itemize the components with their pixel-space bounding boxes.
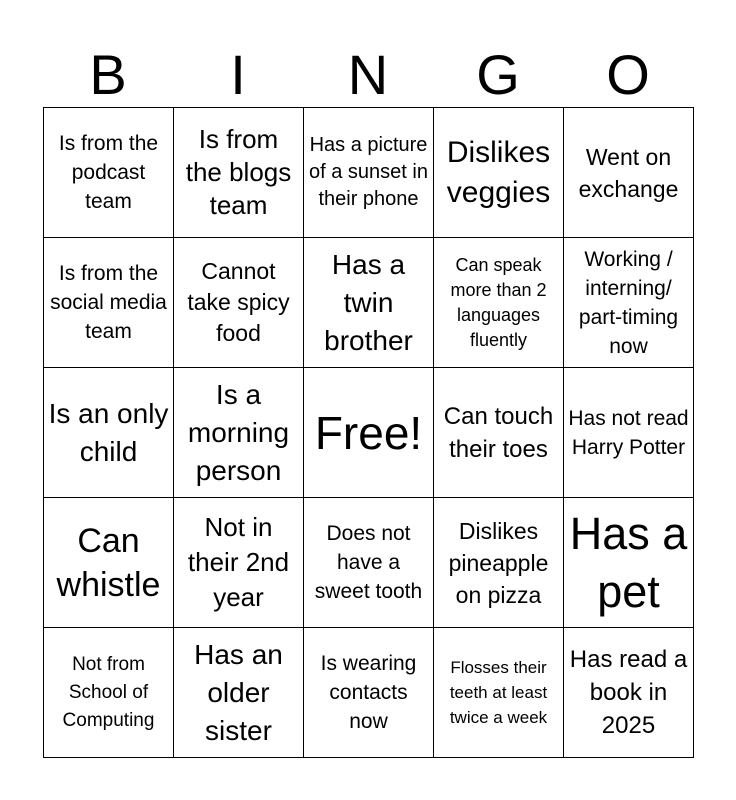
bingo-cell[interactable] — [434, 628, 564, 758]
cell-text: Free! — [314, 406, 423, 459]
cell-text: Dislikes pineapple on pizza — [448, 517, 549, 608]
cell-text: Went on exchange — [578, 143, 679, 202]
cell-text: Is from the blogs team — [185, 124, 292, 220]
cell-text: Has an older sister — [194, 638, 283, 746]
bingo-cell[interactable] — [304, 628, 434, 758]
bingo-cell[interactable] — [434, 108, 564, 238]
bingo-cell[interactable] — [564, 368, 694, 498]
cell-text: Is wearing contacts now — [320, 652, 417, 733]
bingo-cell[interactable] — [44, 238, 174, 368]
bingo-cell[interactable] — [174, 498, 304, 628]
cell-text: Can speak more than 2 languages fluently — [450, 254, 547, 350]
cell-text: Is an only child — [48, 397, 169, 467]
cell-text: Dislikes veggies — [446, 135, 551, 209]
bingo-cell[interactable] — [564, 238, 694, 368]
bingo-grid — [43, 107, 694, 758]
header-letter-g: G — [476, 43, 520, 106]
header-letter-n: N — [347, 43, 389, 106]
cell-text: Has read a book in 2025 — [569, 646, 688, 739]
bingo-cell[interactable] — [44, 628, 174, 758]
bingo-cell[interactable] — [44, 498, 174, 628]
cell-text: Not in their 2nd year — [187, 512, 290, 612]
bingo-cell[interactable] — [304, 108, 434, 238]
cell-text: Flosses their teeth at least twice a week — [449, 658, 548, 727]
bingo-cell[interactable] — [564, 498, 694, 628]
cell-text: Does not have a sweet tooth — [314, 522, 423, 603]
cell-text: Is a morning person — [187, 378, 290, 486]
bingo-cell[interactable] — [434, 238, 564, 368]
cell-text: Working / interning/ part-timing now — [578, 247, 679, 358]
bingo-cell[interactable] — [304, 238, 434, 368]
cell-text: Can touch their toes — [443, 402, 554, 463]
cell-text: Has a twin brother — [324, 248, 413, 356]
bingo-cell[interactable] — [174, 628, 304, 758]
bingo-cell[interactable] — [564, 628, 694, 758]
cell-text: Has a picture of a sunset in their phone — [309, 134, 428, 210]
bingo-cell[interactable] — [44, 368, 174, 498]
cell-text: Cannot take spicy food — [187, 258, 290, 346]
header-letter-i: I — [230, 43, 246, 106]
bingo-header — [43, 42, 693, 108]
cell-text: Has a pet — [569, 507, 688, 617]
bingo-cell[interactable] — [44, 108, 174, 238]
cell-text: Is from the social media team — [50, 262, 167, 343]
cell-text: Is from the podcast team — [58, 132, 159, 213]
bingo-cell[interactable] — [304, 498, 434, 628]
cell-text: Not from School of Computing — [62, 653, 155, 731]
bingo-cell[interactable] — [434, 498, 564, 628]
free-space[interactable] — [304, 368, 434, 498]
bingo-cell[interactable] — [564, 108, 694, 238]
header-letter-o: O — [606, 43, 650, 106]
header-letter-b: B — [89, 43, 127, 106]
bingo-cell[interactable] — [434, 368, 564, 498]
bingo-cell[interactable] — [174, 108, 304, 238]
bingo-cell[interactable] — [174, 238, 304, 368]
bingo-cell[interactable] — [174, 368, 304, 498]
cell-text: Has not read Harry Potter — [568, 406, 689, 459]
cell-text: Can whistle — [56, 521, 161, 604]
